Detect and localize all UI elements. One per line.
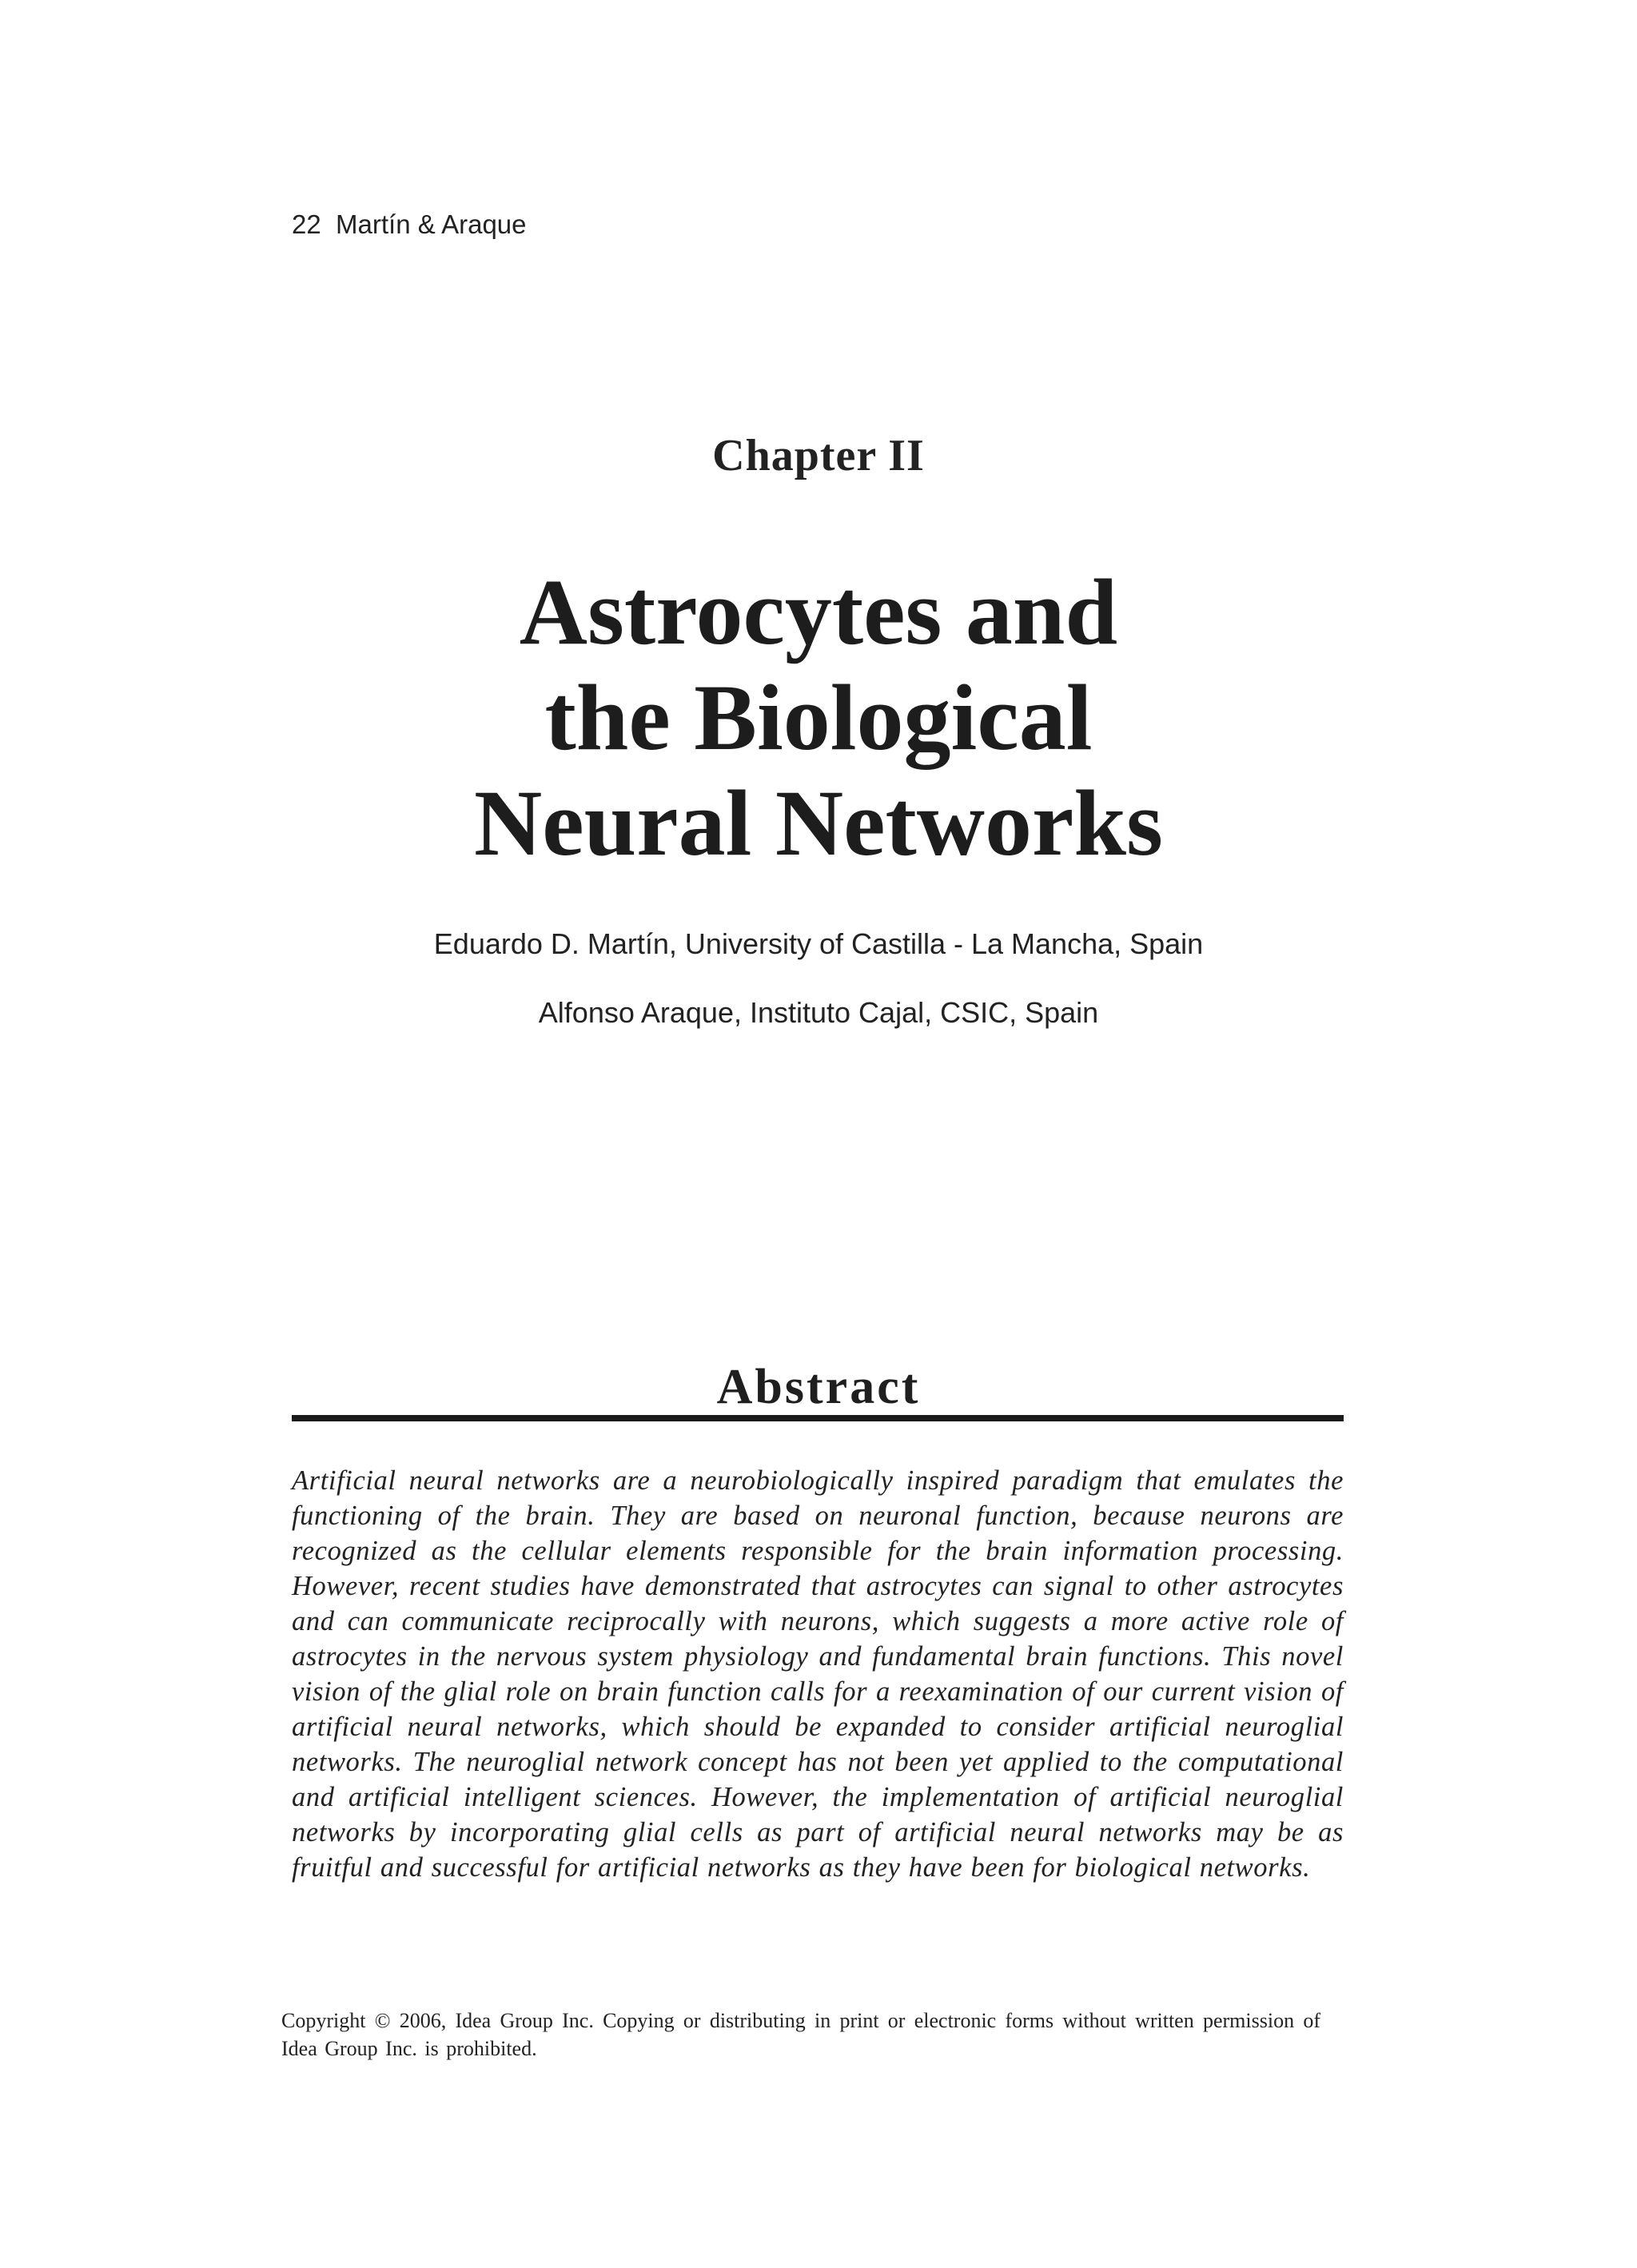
chapter-title <box>0 560 1637 876</box>
abstract-divider <box>292 1415 1344 1421</box>
title-line: the Biological <box>544 665 1093 770</box>
copyright-notice: Copyright © 2006, Idea Group Inc. Copying or distributing in print or electronic forms without written permission of Idea Group Inc. is prohibited. <box>281 2009 1320 2060</box>
title-line: Neural Networks <box>474 771 1163 875</box>
abstract-text: Artificial neural networks are a neurobiologically inspired paradigm that emulates the functioning of the brain. They are based on neuronal function, because neurons are recognized as the cellular elements responsible for the brain information processing. However, recent studies have demonstrated that astrocytes can signal to other astrocytes and can communicate reciprocally with neurons, which suggests a more active role of astrocytes in the nervous system physiology and fundamental brain functions. This novel vision of the glial role on brain function calls for a reexamination of our current vision of artificial neural networks, which should be expanded to consider artificial neuroglial networks. The neuroglial network concept has not been yet applied to the computational and artificial intelligent sciences. However, the implementation of artificial neuroglial networks by incorporating glial cells as part of artificial neural networks may be as fruitful and successful for artificial networks as they have been for biological networks. <box>292 1465 1344 1883</box>
title-line: Astrocytes and <box>519 560 1118 664</box>
author-affiliation: Alfonso Araque, Instituto Cajal, CSIC, Spain <box>538 996 1099 1029</box>
abstract-heading: Abstract <box>716 1360 921 1414</box>
author-affiliation: Eduardo D. Martín, University of Castilla - La Mancha, Spain <box>433 927 1204 960</box>
chapter-label: Chapter II <box>712 431 925 480</box>
running-head: 22 Martín & Araque <box>292 209 527 239</box>
